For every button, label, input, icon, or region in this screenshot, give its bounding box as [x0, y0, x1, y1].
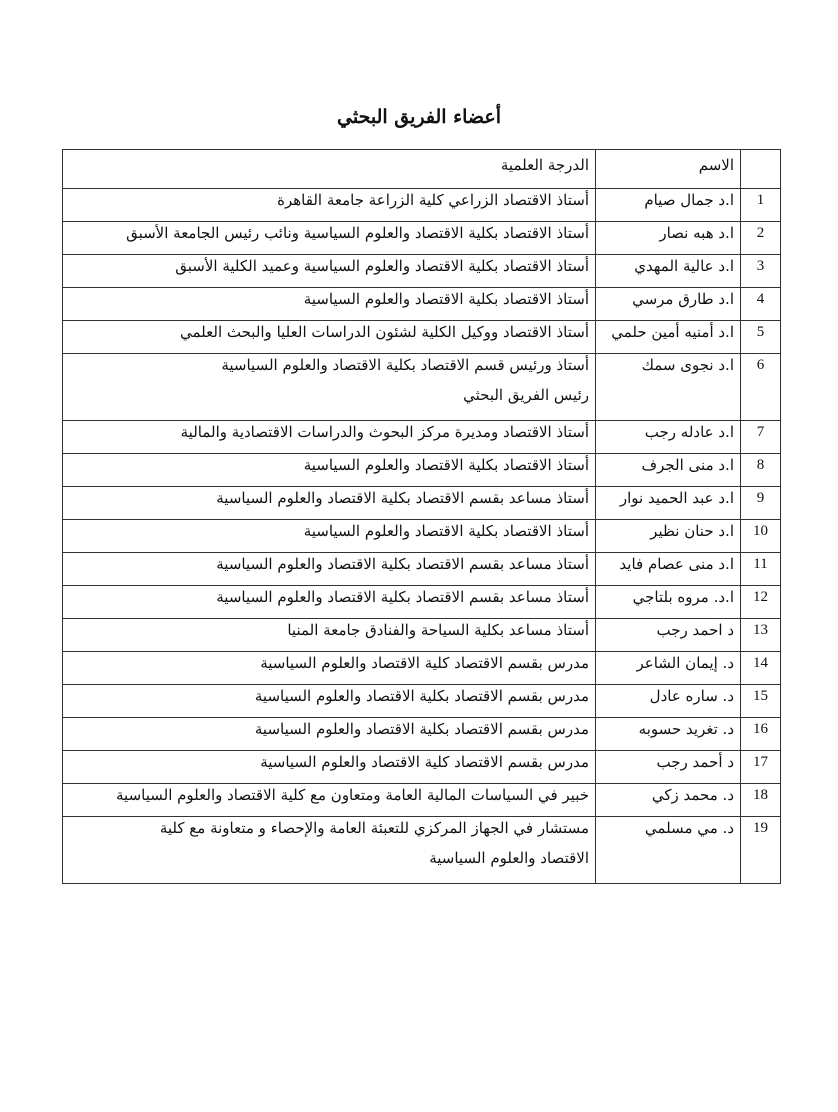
member-name: د. محمد زكي [596, 784, 741, 817]
table-row [63, 189, 781, 222]
member-degree [63, 520, 596, 553]
member-degree [63, 718, 596, 751]
row-number: 16 [741, 718, 781, 751]
row-number: 7 [741, 421, 781, 454]
row-number: 12 [741, 586, 781, 619]
row-number: 18 [741, 784, 781, 817]
member-degree [63, 652, 596, 685]
member-name: ا.د جمال صيام [596, 189, 741, 222]
degree-line: مدرس بقسم الاقتصاد بكلية الاقتصاد والعلوم السياسية [254, 687, 589, 705]
member-degree [63, 255, 596, 288]
row-number: 3 [741, 255, 781, 288]
table-row [63, 487, 781, 520]
table-row [63, 520, 781, 553]
member-degree [63, 553, 596, 586]
degree-line: أستاذ الاقتصاد بكلية الاقتصاد والعلوم السياسية [303, 456, 589, 474]
degree-line: الاقتصاد والعلوم السياسية [429, 849, 589, 867]
degree-line: أستاذ الاقتصاد ومديرة مركز البحوث والدراسات الاقتصادية والمالية [180, 423, 589, 441]
degree-line: أستاذ الاقتصاد بكلية الاقتصاد والعلوم السياسية [303, 290, 589, 308]
degree-line: أستاذ الاقتصاد بكلية الاقتصاد والعلوم السياسية وعميد الكلية الأسبق [175, 257, 589, 275]
degree-line: أستاذ مساعد بقسم الاقتصاد بكلية الاقتصاد والعلوم السياسية [216, 555, 589, 573]
row-number: 13 [741, 619, 781, 652]
row-number: 5 [741, 321, 781, 354]
row-number: 15 [741, 685, 781, 718]
degree-line: خبير في السياسات المالية العامة ومتعاون مع كلية الاقتصاد والعلوم السياسية [116, 786, 589, 804]
member-degree [63, 222, 596, 255]
degree-line: أستاذ ورئيس قسم الاقتصاد بكلية الاقتصاد والعلوم السياسية [221, 356, 589, 374]
row-number: 8 [741, 454, 781, 487]
degree-line: أستاذ الاقتصاد بكلية الاقتصاد والعلوم السياسية [303, 522, 589, 540]
member-name: د أحمد رجب [596, 751, 741, 784]
header-degree: الدرجة العلمية [63, 150, 596, 189]
member-degree [63, 288, 596, 321]
table-row [63, 454, 781, 487]
member-degree [63, 321, 596, 354]
degree-line: أستاذ الاقتصاد بكلية الاقتصاد والعلوم السياسية ونائب رئيس الجامعة الأسبق [126, 224, 589, 242]
table-header-row [63, 150, 781, 189]
row-number: 17 [741, 751, 781, 784]
table-row [63, 784, 781, 817]
member-degree [63, 784, 596, 817]
degree-line: أستاذ مساعد بقسم الاقتصاد بكلية الاقتصاد والعلوم السياسية [216, 588, 589, 606]
table-row [63, 685, 781, 718]
member-degree [63, 619, 596, 652]
degree-line: مدرس بقسم الاقتصاد بكلية الاقتصاد والعلوم السياسية [254, 720, 589, 738]
member-degree [63, 685, 596, 718]
member-degree [63, 354, 596, 421]
member-degree [63, 487, 596, 520]
table-row [63, 421, 781, 454]
table-row [63, 652, 781, 685]
member-name: ا.د حنان نظير [596, 520, 741, 553]
member-name: ا.د منى الجرف [596, 454, 741, 487]
member-name: ا.د نجوى سمك [596, 354, 741, 421]
member-name: د. إيمان الشاعر [596, 652, 741, 685]
team-table [62, 149, 781, 884]
table-row [63, 255, 781, 288]
member-degree [63, 751, 596, 784]
table-row [63, 321, 781, 354]
table-row [63, 586, 781, 619]
degree-line: أستاذ الاقتصاد الزراعي كلية الزراعة جامعة القاهرة [277, 191, 589, 209]
table-row [63, 718, 781, 751]
member-name: ا.د عالية المهدي [596, 255, 741, 288]
member-name: ا.د عبد الحميد نوار [596, 487, 741, 520]
degree-line: أستاذ الاقتصاد ووكيل الكلية لشئون الدراسات العليا والبحث العلمي [180, 323, 589, 341]
member-name: ا.د أمنيه أمين حلمي [596, 321, 741, 354]
member-name: د. تغريد حسوبه [596, 718, 741, 751]
member-name: ا.د منى عصام فايد [596, 553, 741, 586]
table-row [63, 354, 781, 421]
member-name: د. ساره عادل [596, 685, 741, 718]
row-number: 2 [741, 222, 781, 255]
table-row [63, 817, 781, 884]
row-number: 1 [741, 189, 781, 222]
header-name: الاسم [596, 150, 741, 189]
member-name: ا.د. مروه بلتاجي [596, 586, 741, 619]
table-row [63, 288, 781, 321]
row-number: 19 [741, 817, 781, 884]
row-number: 4 [741, 288, 781, 321]
member-name: ا.د عادله رجب [596, 421, 741, 454]
degree-line: مستشار في الجهاز المركزي للتعبئة العامة والإحصاء و متعاونة مع كلية [159, 819, 589, 837]
member-name: ا.د طارق مرسي [596, 288, 741, 321]
member-name: د. مي مسلمي [596, 817, 741, 884]
page-title: أعضاء الفريق البحثي [337, 106, 501, 128]
table-row [63, 553, 781, 586]
member-degree [63, 189, 596, 222]
row-number: 14 [741, 652, 781, 685]
degree-line: أستاذ مساعد بقسم الاقتصاد بكلية الاقتصاد والعلوم السياسية [216, 489, 589, 507]
header-num [741, 150, 781, 189]
degree-line: رئيس الفريق البحثي [463, 386, 589, 404]
row-number: 11 [741, 553, 781, 586]
member-degree [63, 817, 596, 884]
degree-line: مدرس بقسم الاقتصاد كلية الاقتصاد والعلوم السياسية [260, 654, 589, 672]
table-row [63, 222, 781, 255]
member-name: ا.د هبه نصار [596, 222, 741, 255]
member-degree [63, 421, 596, 454]
degree-line: أستاذ مساعد بكلية السياحة والفنادق جامعة المنيا [287, 621, 589, 639]
degree-line: مدرس بقسم الاقتصاد كلية الاقتصاد والعلوم السياسية [260, 753, 589, 771]
table-row [63, 619, 781, 652]
row-number: 9 [741, 487, 781, 520]
table-row [63, 751, 781, 784]
member-degree [63, 586, 596, 619]
row-number: 10 [741, 520, 781, 553]
row-number: 6 [741, 354, 781, 421]
member-degree [63, 454, 596, 487]
member-name: د احمد رجب [596, 619, 741, 652]
